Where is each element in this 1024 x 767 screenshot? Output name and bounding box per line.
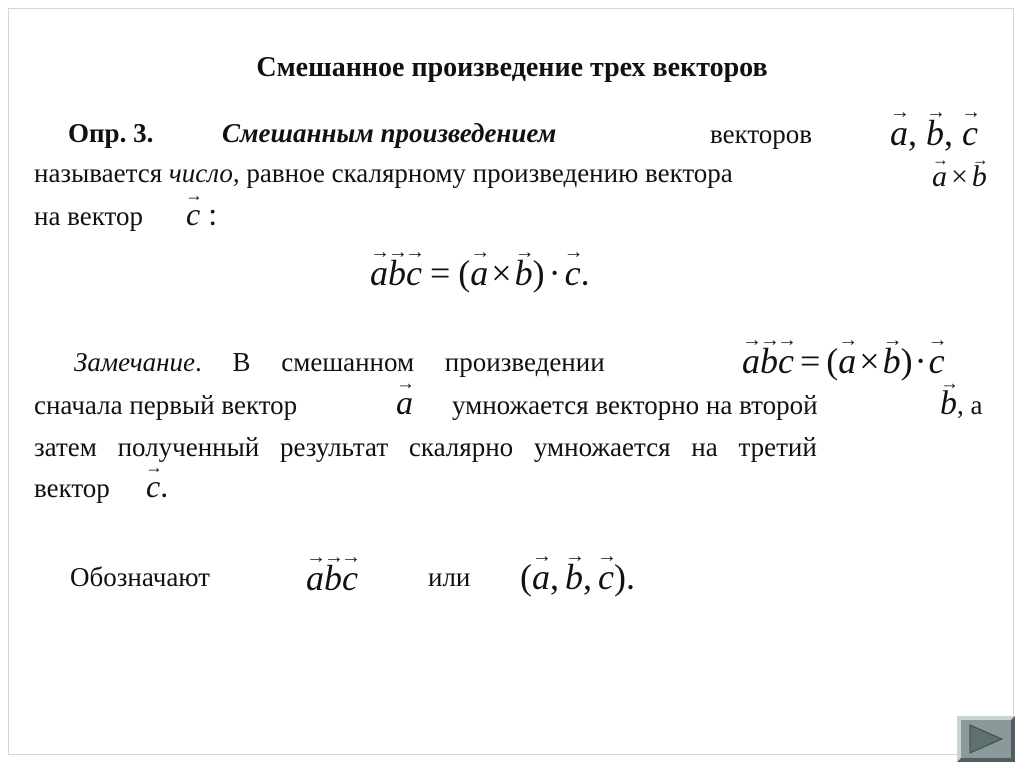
cross-sign: × xyxy=(491,253,512,293)
definition-line-3: на вектор xyxy=(34,201,143,231)
vector-c: → c xyxy=(406,255,422,291)
vector-a: → a xyxy=(532,559,550,595)
vector-a: → a xyxy=(470,255,488,291)
comma: , xyxy=(583,557,592,597)
vector-c: → c xyxy=(186,198,200,230)
notation-or: или xyxy=(428,562,471,592)
definition-word-vectors: векторов xyxy=(710,119,813,149)
remark-label: Замечание xyxy=(74,347,195,377)
line2-rest: , равное скалярному произведению вектора xyxy=(232,158,733,188)
vector-b-remark xyxy=(940,387,957,421)
remark-line-3: затем полученный результат скалярно умножается на третий xyxy=(34,432,817,462)
vector-c: → c xyxy=(778,343,794,379)
remark-line-2b: умножается векторно на второй xyxy=(452,390,818,420)
notation-label: Обозначают xyxy=(70,562,210,592)
cross-sign: × xyxy=(859,341,880,381)
mixed-product-formula xyxy=(370,255,590,291)
vector-b: → b xyxy=(940,387,957,421)
close-paren: ) xyxy=(532,253,545,293)
vector-b: → b xyxy=(883,343,901,379)
cross-sign: × xyxy=(951,160,968,193)
notation-abc xyxy=(306,560,358,596)
vector-c-remark xyxy=(146,470,168,502)
vector-a: → a xyxy=(838,343,856,379)
definition-line-2 xyxy=(34,160,733,187)
notation-tuple xyxy=(520,559,635,595)
vector-c: → c xyxy=(962,115,978,151)
period: . xyxy=(625,557,635,597)
vector-a: → a xyxy=(306,560,324,596)
dot-sign: · xyxy=(548,253,561,293)
vectors-list-abc xyxy=(890,115,978,151)
word-number: число xyxy=(168,158,233,188)
next-slide-button[interactable] xyxy=(957,716,1015,762)
vector-c-line3: → c : xyxy=(186,198,217,230)
remark-after-label: . В смешанном произведении xyxy=(195,347,605,377)
next-slide-icon xyxy=(961,720,1011,758)
slide-title: Смешанное произведение трех векторов xyxy=(256,52,768,83)
vector-b: → b xyxy=(760,343,778,379)
comma: , xyxy=(944,113,953,153)
period: . xyxy=(160,468,169,504)
open-paren: ( xyxy=(520,557,532,597)
vector-b: → b xyxy=(324,560,342,596)
remark-line-1 xyxy=(74,349,605,376)
cross-product-axb xyxy=(932,162,987,192)
equals-sign: = xyxy=(799,341,821,381)
vector-a: → a xyxy=(932,162,947,192)
remark-line-2a: сначала первый вектор xyxy=(34,390,298,420)
vector-a-remark xyxy=(396,387,413,421)
vector-b: → b xyxy=(926,115,944,151)
definition-label: Опр. 3. xyxy=(68,118,154,148)
comma: , xyxy=(908,113,917,153)
remark-line-4: вектор xyxy=(34,473,110,503)
vector-c: → c xyxy=(598,559,614,595)
comma: , xyxy=(550,557,559,597)
period: . xyxy=(580,253,590,293)
vector-c: → c xyxy=(929,343,945,379)
close-paren: ) xyxy=(900,341,913,381)
line2-prefix: называется xyxy=(34,158,169,188)
remark-line-2c: , а xyxy=(957,390,983,420)
vector-b: → b xyxy=(388,255,406,291)
definition-term: Смешанным произведением xyxy=(222,118,557,148)
vector-a: → a xyxy=(370,255,388,291)
open-paren: ( xyxy=(458,253,471,293)
vector-a: → a xyxy=(742,343,760,379)
vector-b: → b xyxy=(565,559,583,595)
open-paren: ( xyxy=(826,341,839,381)
vector-b: → b xyxy=(972,162,987,192)
vector-a: → a xyxy=(396,387,413,421)
dot-sign: · xyxy=(914,341,927,381)
equals-sign: = xyxy=(429,253,451,293)
close-paren: ) xyxy=(613,557,626,597)
vector-c: → c xyxy=(146,470,160,502)
vector-c: → c xyxy=(342,560,358,596)
remark-formula xyxy=(742,343,945,379)
vector-c: → c xyxy=(565,255,581,291)
vector-b: → b xyxy=(515,255,533,291)
vector-a: → a xyxy=(890,115,908,151)
